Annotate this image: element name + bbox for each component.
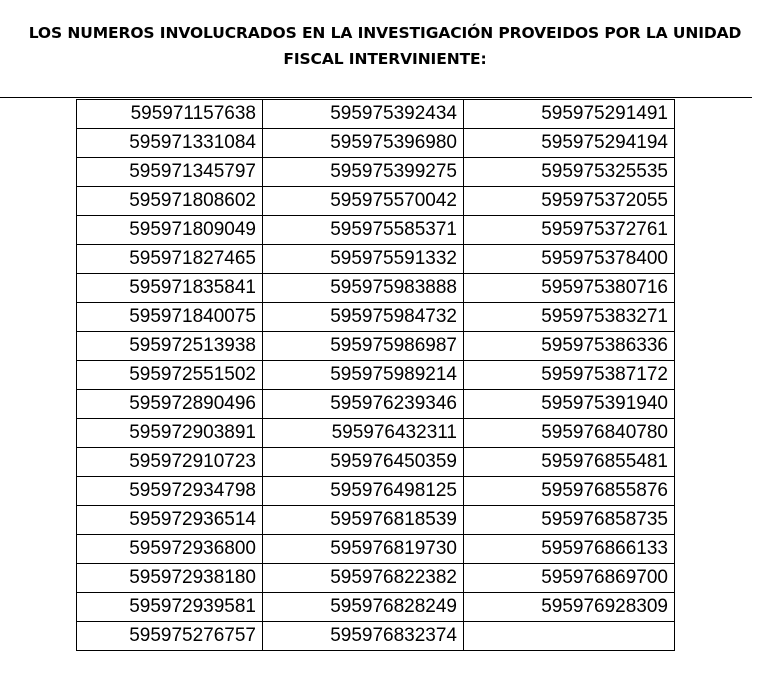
phone-number-cell: 595971331084 <box>77 129 263 158</box>
phone-number-cell: 595975378400 <box>464 245 675 274</box>
phone-number-cell: 595972910723 <box>77 448 263 477</box>
phone-number-cell: 595975591332 <box>263 245 464 274</box>
table-body <box>77 100 675 651</box>
table-row <box>77 274 675 303</box>
phone-number-cell: 595975399275 <box>263 158 464 187</box>
document-title <box>0 20 770 72</box>
phone-number-cell: 595976869700 <box>464 564 675 593</box>
phone-number-cell: 595975392434 <box>263 100 464 129</box>
phone-number-cell: 595976866133 <box>464 535 675 564</box>
table-row <box>77 593 675 622</box>
phone-number-cell: 595976840780 <box>464 419 675 448</box>
table-row <box>77 303 675 332</box>
phone-number-cell: 595975383271 <box>464 303 675 332</box>
phone-number-cell: 595975984732 <box>263 303 464 332</box>
phone-number-cell: 595976450359 <box>263 448 464 477</box>
table-row <box>77 129 675 158</box>
phone-number-cell: 595976822382 <box>263 564 464 593</box>
phone-number-cell: 595976498125 <box>263 477 464 506</box>
phone-number-cell: 595975391940 <box>464 390 675 419</box>
phone-number-cell: 595971835841 <box>77 274 263 303</box>
table-row <box>77 419 675 448</box>
phone-number-cell: 595975387172 <box>464 361 675 390</box>
phone-number-cell: 595975325535 <box>464 158 675 187</box>
phone-number-cell: 595971808602 <box>77 187 263 216</box>
phone-number-cell: 595976832374 <box>263 622 464 651</box>
phone-number-cell: 595972936800 <box>77 535 263 564</box>
phone-number-cell: 595976239346 <box>263 390 464 419</box>
table-row <box>77 332 675 361</box>
phone-number-cell: 595972939581 <box>77 593 263 622</box>
phone-number-cell: 595975291491 <box>464 100 675 129</box>
phone-number-cell: 595975276757 <box>77 622 263 651</box>
phone-number-cell: 595975989214 <box>263 361 464 390</box>
phone-number-cell: 595975983888 <box>263 274 464 303</box>
table-row <box>77 390 675 419</box>
phone-number-cell: 595972903891 <box>77 419 263 448</box>
phone-number-cell: 595972513938 <box>77 332 263 361</box>
phone-number-cell: 595972934798 <box>77 477 263 506</box>
table-row <box>77 100 675 129</box>
table-row <box>77 448 675 477</box>
phone-number-cell: 595976928309 <box>464 593 675 622</box>
phone-number-cell: 595975372761 <box>464 216 675 245</box>
table-row <box>77 477 675 506</box>
table-row <box>77 506 675 535</box>
phone-number-cell: 595971827465 <box>77 245 263 274</box>
phone-number-cell: 595971809049 <box>77 216 263 245</box>
phone-number-cell: 595976858735 <box>464 506 675 535</box>
phone-number-cell <box>464 622 675 651</box>
table-row <box>77 535 675 564</box>
phone-number-cell: 595971157638 <box>77 100 263 129</box>
phone-number-cell: 595971345797 <box>77 158 263 187</box>
phone-number-cell: 595971840075 <box>77 303 263 332</box>
phone-number-cell: 595975986987 <box>263 332 464 361</box>
phone-number-cell: 595975294194 <box>464 129 675 158</box>
horizontal-rule <box>0 97 752 98</box>
phone-number-cell: 595975380716 <box>464 274 675 303</box>
title-line-2: FISCAL INTERVINIENTE: <box>283 50 487 68</box>
phone-number-cell: 595976819730 <box>263 535 464 564</box>
phone-number-cell: 595976855481 <box>464 448 675 477</box>
table-row <box>77 564 675 593</box>
title-line-1: LOS NUMEROS INVOLUCRADOS EN LA INVESTIGACIÓN PROVEIDOS POR LA UNIDAD <box>28 24 742 42</box>
phone-number-cell: 595972890496 <box>77 390 263 419</box>
phone-number-cell: 595975570042 <box>263 187 464 216</box>
phone-number-cell: 595972551502 <box>77 361 263 390</box>
table-row <box>77 216 675 245</box>
phone-number-cell: 595975585371 <box>263 216 464 245</box>
phone-number-cell: 595975396980 <box>263 129 464 158</box>
table-row <box>77 158 675 187</box>
phone-number-cell: 595976432311 <box>263 419 464 448</box>
phone-number-cell: 595976855876 <box>464 477 675 506</box>
table-row <box>77 245 675 274</box>
phone-number-cell: 595975386336 <box>464 332 675 361</box>
phone-number-cell: 595976818539 <box>263 506 464 535</box>
phone-number-cell: 595972936514 <box>77 506 263 535</box>
table-row <box>77 622 675 651</box>
phone-number-cell: 595972938180 <box>77 564 263 593</box>
table-row <box>77 361 675 390</box>
table-row <box>77 187 675 216</box>
phone-numbers-table <box>76 99 675 651</box>
phone-number-cell: 595975372055 <box>464 187 675 216</box>
phone-number-cell: 595976828249 <box>263 593 464 622</box>
